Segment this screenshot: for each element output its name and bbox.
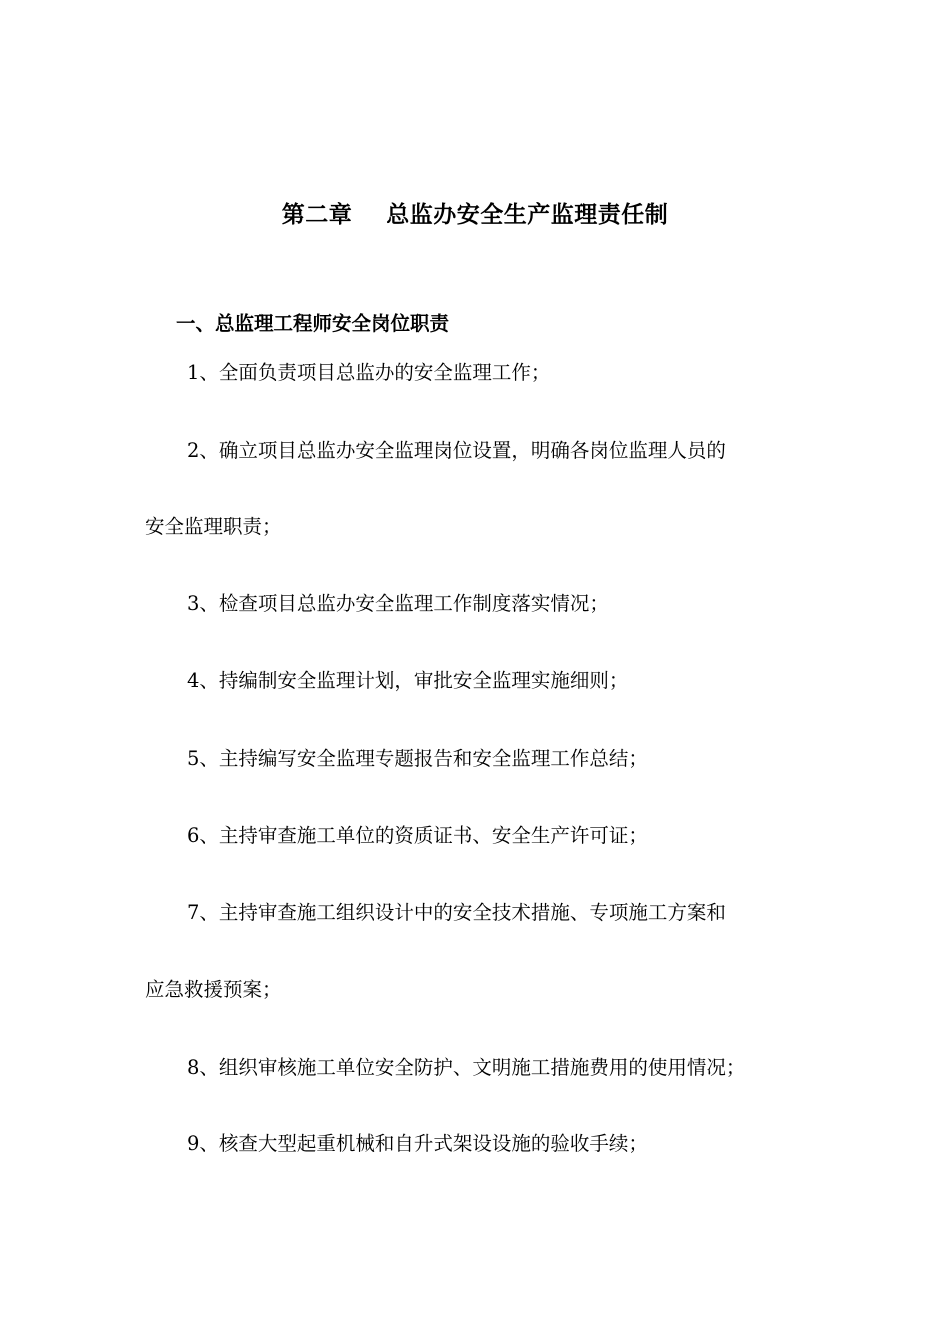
duty-line: 8、组织审核施工单位安全防护、文明施工措施费用的使用情况； bbox=[187, 1056, 746, 1079]
duty-line: 2、确立项目总监办安全监理岗位设置，明确各岗位监理人员的 bbox=[187, 439, 726, 462]
duty-line: 9、核查大型起重机械和自升式架设设施的验收手续； bbox=[187, 1132, 648, 1155]
duty-line: 3、检查项目总监办安全监理工作制度落实情况； bbox=[187, 592, 609, 615]
duty-line: 7、主持审查施工组织设计中的安全技术措施、专项施工方案和 bbox=[187, 901, 726, 924]
duty-line: 6、主持审查施工单位的资质证书、安全生产许可证； bbox=[187, 824, 648, 847]
duty-line-continued: 应急救援预案； bbox=[145, 978, 282, 1001]
duty-line: 4、持编制安全监理计划，审批安全监理实施细则； bbox=[187, 669, 629, 692]
chapter-title: 第二章 总监办安全生产监理责任制 bbox=[281, 202, 669, 228]
duty-line-continued: 安全监理职责； bbox=[145, 515, 282, 538]
duty-line: 5、主持编写安全监理专题报告和安全监理工作总结； bbox=[187, 747, 648, 770]
section-heading: 一、总监理工程师安全岗位职责 bbox=[176, 312, 450, 335]
duty-line: 1、全面负责项目总监办的安全监理工作； bbox=[187, 361, 551, 384]
